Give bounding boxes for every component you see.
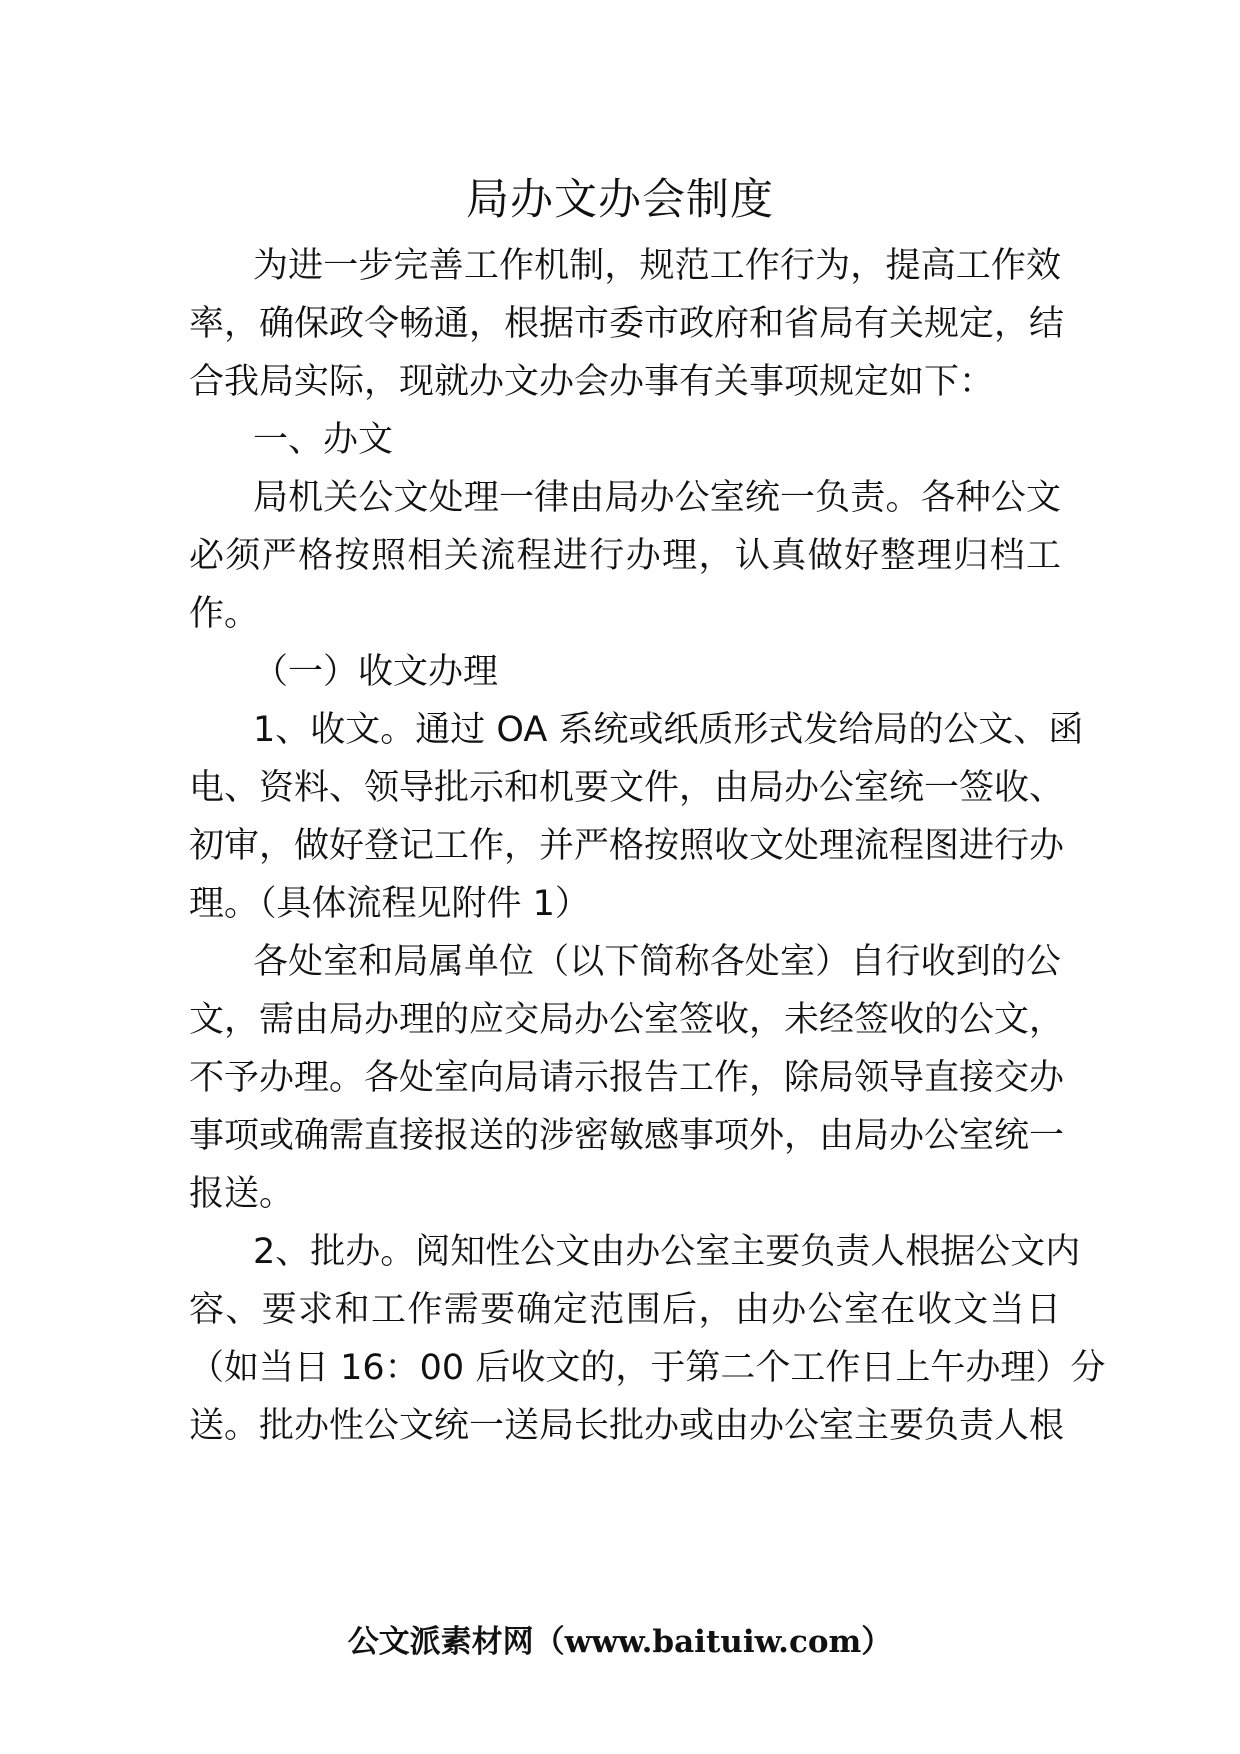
body-line-16: 事项或确需直接报送的涉密敏感事项外，由局办公室统一	[189, 1116, 1065, 1156]
section-heading-1: 一、办文	[253, 420, 394, 460]
body-line-20: （如当日 16：00 后收文的，于第二个工作日上午办理）分	[189, 1348, 1106, 1388]
body-line-1: 为进一步完善工作机制，规范工作行为，提高工作效	[253, 246, 1061, 286]
body-line-14: 文，需由局办理的应交局办公室签收，未经签收的公文，	[189, 1000, 1065, 1040]
body-line-9: 1、收文。通过 OA 系统或纸质形式发给局的公文、函	[253, 710, 1084, 750]
body-line-21: 送。批办性公文统一送局长批办或由办公室主要负责人根	[189, 1406, 1065, 1446]
body-line-11: 初审，做好登记工作，并严格按照收文处理流程图进行办	[189, 826, 1065, 866]
body-line-5: 局机关公文处理一律由局办公室统一负责。各种公文	[253, 478, 1061, 518]
body-line-12: 理。（具体流程见附件 1）	[189, 884, 590, 924]
body-line-19: 容、要求和工作需要确定范围后，由办公室在收文当日	[189, 1290, 1061, 1330]
document-title: 局办文办会制度	[466, 175, 774, 225]
body-line-7: 作。	[189, 594, 260, 634]
subsection-heading-1: （一）收文办理	[253, 652, 499, 692]
body-line-18: 2、批办。阅知性公文由办公室主要负责人根据公文内	[253, 1232, 1081, 1272]
footer-watermark: 公文派素材网（www.baituiw.com）	[347, 1624, 893, 1660]
body-line-3: 合我局实际，现就办文办会办事有关事项规定如下：	[189, 362, 995, 402]
body-line-10: 电、资料、领导批示和机要文件，由局办公室统一签收、	[189, 768, 1065, 808]
body-line-13: 各处室和局属单位（以下简称各处室）自行收到的公	[253, 942, 1061, 982]
body-line-15: 不予办理。各处室向局请示报告工作，除局领导直接交办	[189, 1058, 1065, 1098]
body-line-2: 率，确保政令畅通，根据市委市政府和省局有关规定，结	[189, 304, 1065, 344]
body-line-6: 必须严格按照相关流程进行办理，认真做好整理归档工	[189, 536, 1061, 576]
body-line-17: 报送。	[189, 1174, 295, 1214]
